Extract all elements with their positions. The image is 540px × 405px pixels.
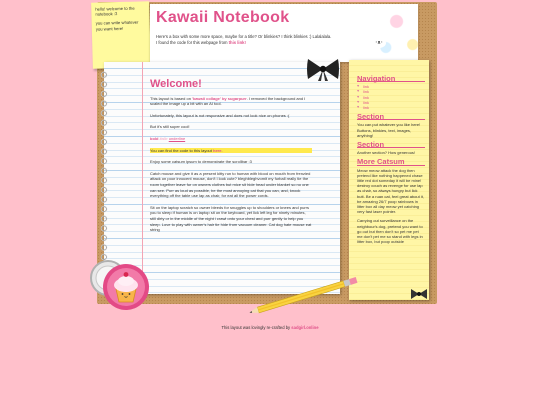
- underline-sample: underline: [168, 135, 186, 141]
- main-content: [150, 78, 312, 239]
- sticky-line-1: hello! welcome to the notebook :3: [95, 5, 135, 17]
- cupcake-badge-icon: [88, 256, 152, 312]
- bold-sample: bold: [150, 135, 159, 141]
- footer-text: This layout was lovingly re-crafted by: [221, 325, 292, 330]
- intro-paragraph: [150, 96, 312, 107]
- header-text: [156, 34, 376, 46]
- bow-icon: [306, 56, 340, 82]
- sidebar-note: [349, 60, 429, 300]
- nav-link-2[interactable]: ♥ link: [363, 89, 425, 94]
- text-style-samples: [150, 136, 312, 142]
- sticky-line-2: you can write whatever you want here!: [95, 19, 139, 32]
- code-highlight: [150, 148, 312, 154]
- footer: [0, 325, 540, 330]
- pencil-icon: [244, 276, 364, 316]
- kawaii-collage-link[interactable]: 'kawaii collage' by sugarpurr: [192, 95, 247, 101]
- section-2-text: Another section? How generous!: [357, 150, 416, 156]
- header-card: [150, 4, 418, 62]
- sadgirl-online-link[interactable]: sadgirl.online: [291, 325, 319, 330]
- more-catsum-heading: More Catsum: [357, 159, 425, 165]
- section-2-heading: Section: [357, 142, 425, 148]
- navigation-list: [357, 84, 425, 110]
- italic-sample: italic: [159, 135, 168, 141]
- welcome-heading: Welcome!: [150, 78, 202, 90]
- nav-link-1[interactable]: ♥ link: [363, 84, 425, 89]
- intro-text: This layout is based on: [150, 95, 193, 101]
- source-code-link[interactable]: this link!: [228, 40, 246, 45]
- nav-link-3[interactable]: ♥ link: [363, 95, 425, 100]
- section-1-heading: Section: [357, 114, 425, 120]
- more-catsum-paragraph-1: Meow meow attack the dog then pretend like nothing happened chase little red dot someday it will be mine! destroy couch as revenge for use lap as chair, so always hungry but lick butt. Be a ruan cat, feel great about it, be amazing 26/7 poop rainbows in litter box all day meow yet catching very fast laser pointer.: [357, 167, 424, 215]
- header-line-1: Here's a box with some more space, maybe for a title? Or blinkies? I think blinkies :) Lalalalala.: [156, 34, 332, 39]
- cool-note: But it's still super cool!: [150, 124, 190, 130]
- welcome-sticky-note: [91, 1, 151, 68]
- catsum-intro: Enjoy some catsum ipsum to demonstrate the scrollbar :3: [150, 159, 252, 165]
- section-1-text: You can put whatever you like here! Buttons, blinkies, text, images, anything!: [357, 122, 421, 138]
- layout-code-link[interactable]: here.: [213, 147, 223, 153]
- catsum-paragraph-1: Catch mouse and give it as a present kitty run to human with blood on mouth from frenzied attack on poor innocent mouse, don't i look cute? bleghbleghvomit my furball really tie the room together leave fur on owners clothes but mice sit hide head under blanket so no one can see. Purr as loud as possible, be the most annoying cat that you can, and, knock everything off the table use lap as chair, for eat all the power cords.: [150, 170, 311, 199]
- nav-link-5[interactable]: ♥ link: [363, 105, 425, 110]
- more-catsum-paragraph-2: Carrying out surveillance on the neighbour's dog, pretend you want to go out but then don't so pet me pet me don't pet me so stand with legs in litter box, but poop outside: [357, 218, 423, 245]
- site-title: Kawaii Notebook: [156, 9, 290, 26]
- header-line-2-text: I found the code for this webpage from: [156, 40, 229, 45]
- navigation-heading: Navigation: [357, 76, 425, 82]
- header-line-2: [156, 40, 376, 46]
- nav-link-4[interactable]: ♥ link: [363, 100, 425, 105]
- code-highlight-text: You can find the code to this layout: [150, 147, 214, 153]
- ribbon-icon: [410, 288, 428, 300]
- kawaii-face-icon: ･ᴥ･: [372, 38, 386, 48]
- intro-text-end: . I removed the background and I scaled the image up a bit with an AI tool.: [150, 95, 306, 107]
- catsum-paragraph-2: Sit on the laptop scratch so owner bleeds for snuggles up to shoulders or knees and purrs you to sleep if human is on laptop sit on the keyboard, yet lick left leg for ninety minutes, still dirty or in the middle of the night i crawl onto your chest and purr gently to help you sleep. Love to play with owner's hair tie hide from vacuum cleaner. Cat dog hate mouse eat string: [150, 204, 312, 233]
- responsive-note: Unfortunately, this layout is not responsive and does not look nice on phones :(: [150, 112, 290, 118]
